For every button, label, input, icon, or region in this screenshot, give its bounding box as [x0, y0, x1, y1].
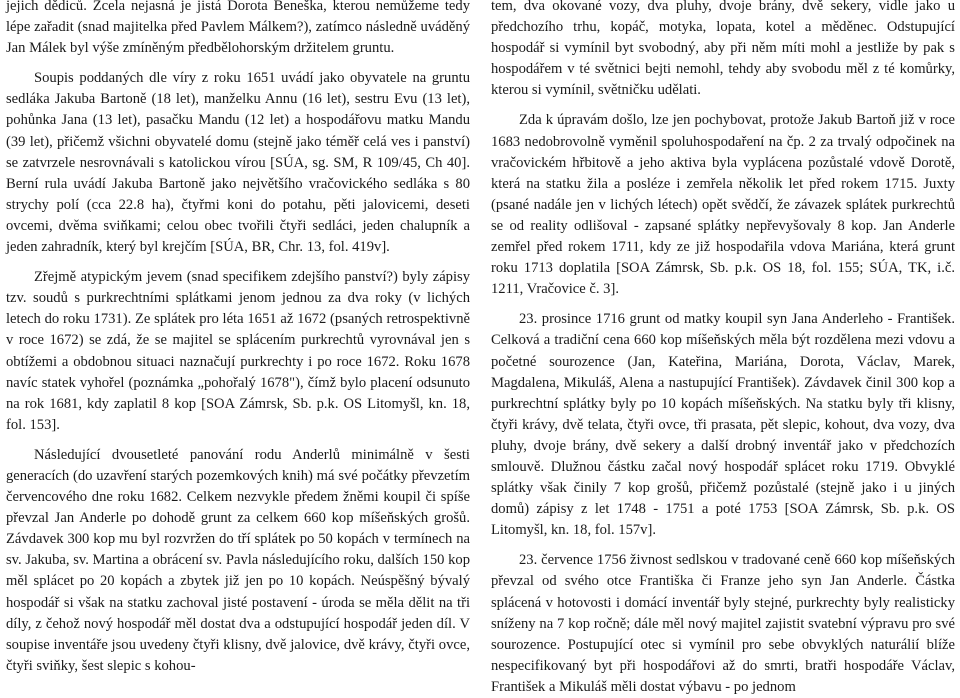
paragraph-right-3: 23. prosince 1716 grunt od matky koupil syn Jana Anderleho - František. Celková a tradiční cena 660 kop míšeňských měla být rozdělena mezi vdovu a početné sourozence (Jan, Kateřina, Mariána, Dorota, Václav, Marek, Magdalena, Mikuláš, Alena a nastupující František). Závdavek činil 300 kop a purkrechtní splátky byly po 10 kopách míšeňských. Na statku byly tři klisny, čtyři krávy, dvě telata, čtyři ovce, tři prasata, pět slepic, kohout, dva vozy, dva pluhy, dvoje brány, dvě sekery a další drobný inventář jako v předchozích smlouvě. Dlužnou částku začal nový hospodář splácet roku 1719. Obvyklé splátky však činily 7 kop grošů, přičemž pozůstalé (stejně jako i u jiných domů) zápisy z let 1748 - 1751 a poté 1753 [SOA Zámrsk, Sb. p.k. OS Litomyšl, kn. 18, fol. 157v].: [491, 311, 955, 539]
paragraph-right-1: tem, dva okované vozy, dva pluhy, dvoje brány, dvě sekery, vidle jako u předchozího trhu, kopáč, motyka, lopata, kotel a měděnec. Odstupující hospodář si vymínil byt svobodný, aby při něm míti mohl a jestliže by pak s hospodářem v té světnici bejti nemohl, tehdy aby svobodu měl z té komůrky, kterou si vymínil, světničku udělati.: [491, 0, 955, 99]
paragraph-left-2: Soupis poddaných dle víry z roku 1651 uvádí jako obyvatele na gruntu sedláka Jakuba Bartoně (18 let), manželku Annu (16 let), sestru Evu (13 let), pohůnka Jana (13 let), pasačku Mandu (12 let) a hospodářovu matku Mandu (39 let), přičemž všichni obyvatelé domu (stejně jako téměř celá ves i panství) se zatvrzele nesrovnávali s katolickou vírou [SÚA, sg. SM, R 109/45, Ch 40]. Berní rula uvádí Jakuba Bartoně jako největšího vračovického sedláka s 80 strychy polí (cca 22.8 ha), čtyřmi koni do potahu, pěti jalovicemi, deseti ovcemi, dvěma sviňkami; celou obec tvořili čtyři sedláci, jeden chalupník a jeden zahradník, který byl krejčím [SÚA, BR, Chr. 13, fol. 419v].: [6, 70, 470, 256]
paragraph-right-4: 23. července 1756 živnost sedlskou v tradované ceně 660 kop míšeňských převzal od svého otce Františka či Franze jeho syn Jan Anderle. Částka splácená v hotovosti i domácí inventář byly stejné, purkrechty byly realisticky sníženy na 7 kop ročně; dále měl nový majitel zajistit svatební výpravu pro své sourozence. Postupující otec si vymínil pro sebe obvyklých naturálií blíže nespecifikovaný byt při hospodářovi až do smrti, bratři hospodáře Václav, František a Mikuláš měli dostat výbavu - po jednom: [491, 552, 955, 695]
right-column: [491, 0, 955, 698]
paragraph-left-3: Zřejmě atypickým jevem (snad specifikem zdejšího panství?) byly zápisy tzv. soudů s purkrechtními splátkami jenom jednou za dva roky (v lichých letech do roku 1731). Ze splátek pro léta 1651 až 1672 (psaných retrospektivně v roce 1672) se zdá, že se majitel se splácením purkrechtů vyrovnával jen s obtížemi a obdobnou situaci naznačují purkrechty i po roce 1672. Roku 1678 navíc statek vyhořel (poznámka „pohořalý 1678"), čímž bylo placení odsunuto na rok 1681, kdy zaplatil 8 kop [SOA Zámrsk, Sb. p.k. OS Litomyšl, kn. 18, fol. 153].: [6, 269, 470, 433]
paragraph-left-4: Následující dvousetleté panování rodu Anderlů minimálně v šesti generacích (do uzavření starých pozemkových knih) má své počátky převzetím červencového dne roku 1682. Celkem nezvykle předem žněmi koupil či spíše převzal Jan Anderle po dohodě grunt za celkem 660 kop míšeňských grošů. Závdavek 300 kop mu byl rozvržen do tří splátek po 50 kopách v termínech na sv. Jakuba, sv. Martina a obrácení sv. Pavla následujícího roku, dalších 150 kop měl splácet po 20 kopách a zbytek již jen po 10 kopách. Neúspěšný bývalý hospodář si však na statku zachoval jisté postavení - úroda se měla dělit na tři díly, z čehož nový hospodář měl dostat dva a odstupující hospodář jeden díl. V soupise inventáře jsou uvedeny čtyři klisny, dvě jalovice, dvě krávy, čtyři ovce, čtyři sviňky, šest slepic s kohou-: [6, 446, 470, 674]
left-column: [6, 0, 470, 677]
paragraph-right-2: Zda k úpravám došlo, lze jen pochybovat, protože Jakub Bartoň již v roce 1683 nedobrovolně vyměnil spoluhospodaření na čp. 2 za trvalý odpočinek na vračovickém hřbitově a jeho aktiva byla vyplácena pozůstalé vdově Dorotě, která na statku žila a posléze i zemřela několik let před rokem 1715. Juxty (psané nadále jen v lichých létech) opět svědčí, že závazek splátek purkrechtů se od reality odlišoval - zapsané splátky nepřevyšovaly 8 kop. Jan Anderle zemřel před rokem 1711, kdy ze již hospodařila vdova Mariána, která grunt roku 1713 doplatila [SOA Zámrsk, Sb. p.k. OS 18, fol. 155; SÚA, TK, i.č. 1211, Vračovice č. 3].: [491, 112, 955, 298]
paragraph-left-1: jejich dědiců. Zcela nejasná je jistá Dorota Beneška, kterou nemůžeme tedy lépe zařadit (snad majitelka před Pavlem Málkem?), zatímco následně uváděný Jan Málek byl výše zmíněným předbělohorským držitelem gruntu.: [6, 0, 470, 57]
